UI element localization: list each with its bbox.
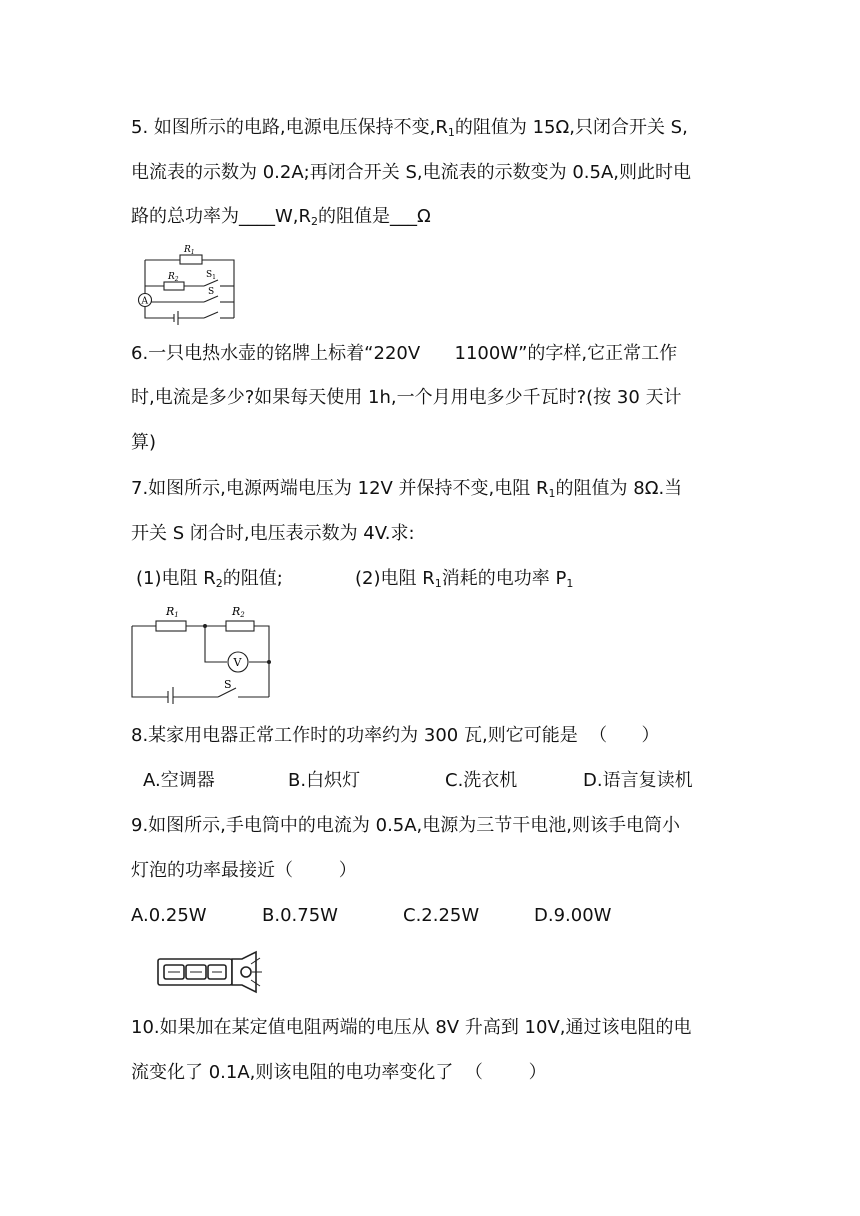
q5-ammeter-label: A [141, 296, 148, 307]
q7-r2-label: R2 [232, 605, 245, 619]
q5-line-3: 路的总功率为$\_\_\_\_W,R_2$的阻值是___Ω [131, 206, 431, 228]
q6-line-3: 算) [131, 432, 157, 453]
q9-option-b: B.0.75W [262, 905, 338, 926]
q8-option-a: A.空调器 [143, 770, 215, 791]
q10-line-1: 10.如果加在某定值电阻两端的电压从 8V 升高到 10V,通过该电阻的电 [131, 1017, 692, 1038]
q5-line-2: 电流表的示数为 0.2A;再闭合开关 S,电流表的示数变为 0.5A,则此时电 [131, 162, 691, 183]
q8-line-1: 8.某家用电器正常工作时的功率约为 300 瓦,则它可能是 （ ） [131, 725, 660, 746]
q9-option-c: C.2.25W [403, 905, 480, 926]
q7-r1-label: R1 [166, 605, 179, 619]
q5-r2-label: $R_2$ [168, 272, 179, 283]
q7-part-1: (1)电阻 $R_2$的阻值; [136, 568, 283, 590]
q5-circuit-diagram [128, 240, 248, 326]
q9-line-1: 9.如图所示,手电筒中的电流为 0.5A,电源为三节干电池,则该手电筒小 [131, 815, 680, 836]
q7-voltmeter-label: V [233, 656, 242, 669]
q7-line-2: 开关 S 闭合时,电压表示数为 4V.求: [131, 523, 415, 544]
q5-s1-label: $S_1$ [206, 270, 216, 281]
q9-line-2: 灯泡的功率最接近（ ） [131, 860, 357, 881]
q6-line-1: 6.一只电热水壶的铭牌上标着“220V 1100W”的字样,它正常工作 [131, 343, 678, 364]
q7-line-1: 7.如图所示,电源两端电压为 12V 并保持不变,电阻 $R_1$的阻值为 8Ω.当 [131, 478, 683, 500]
q8-option-c: C.洗衣机 [445, 770, 518, 791]
q9-option-a: A.0.25W [131, 905, 207, 926]
q8-option-d: D.语言复读机 [583, 770, 693, 791]
q5-line-1: 5. 如图所示的电路,电源电压保持不变$,R_1$的阻值为 15Ω,只闭合开关 S, [131, 117, 688, 139]
q9-option-d: D.9.00W [534, 905, 612, 926]
q6-line-2: 时,电流是多少?如果每天使用 1h,一个月用电多少千瓦时?(按 30 天计 [131, 387, 682, 408]
q7-s-label: S [224, 678, 232, 691]
q5-s-label: S [208, 287, 215, 297]
q8-option-b: B.白炽灯 [288, 770, 361, 791]
q5-r1-label: $R_1$ [184, 245, 195, 256]
q7-part-2: (2)电阻 $R_1$消耗的电功率 $P_1$ [355, 568, 574, 590]
q10-line-2: 流变化了 0.1A,则该电阻的电功率变化了 （ ） [131, 1062, 547, 1083]
q7-circuit-diagram [126, 600, 276, 704]
flashlight-illustration [156, 950, 266, 994]
